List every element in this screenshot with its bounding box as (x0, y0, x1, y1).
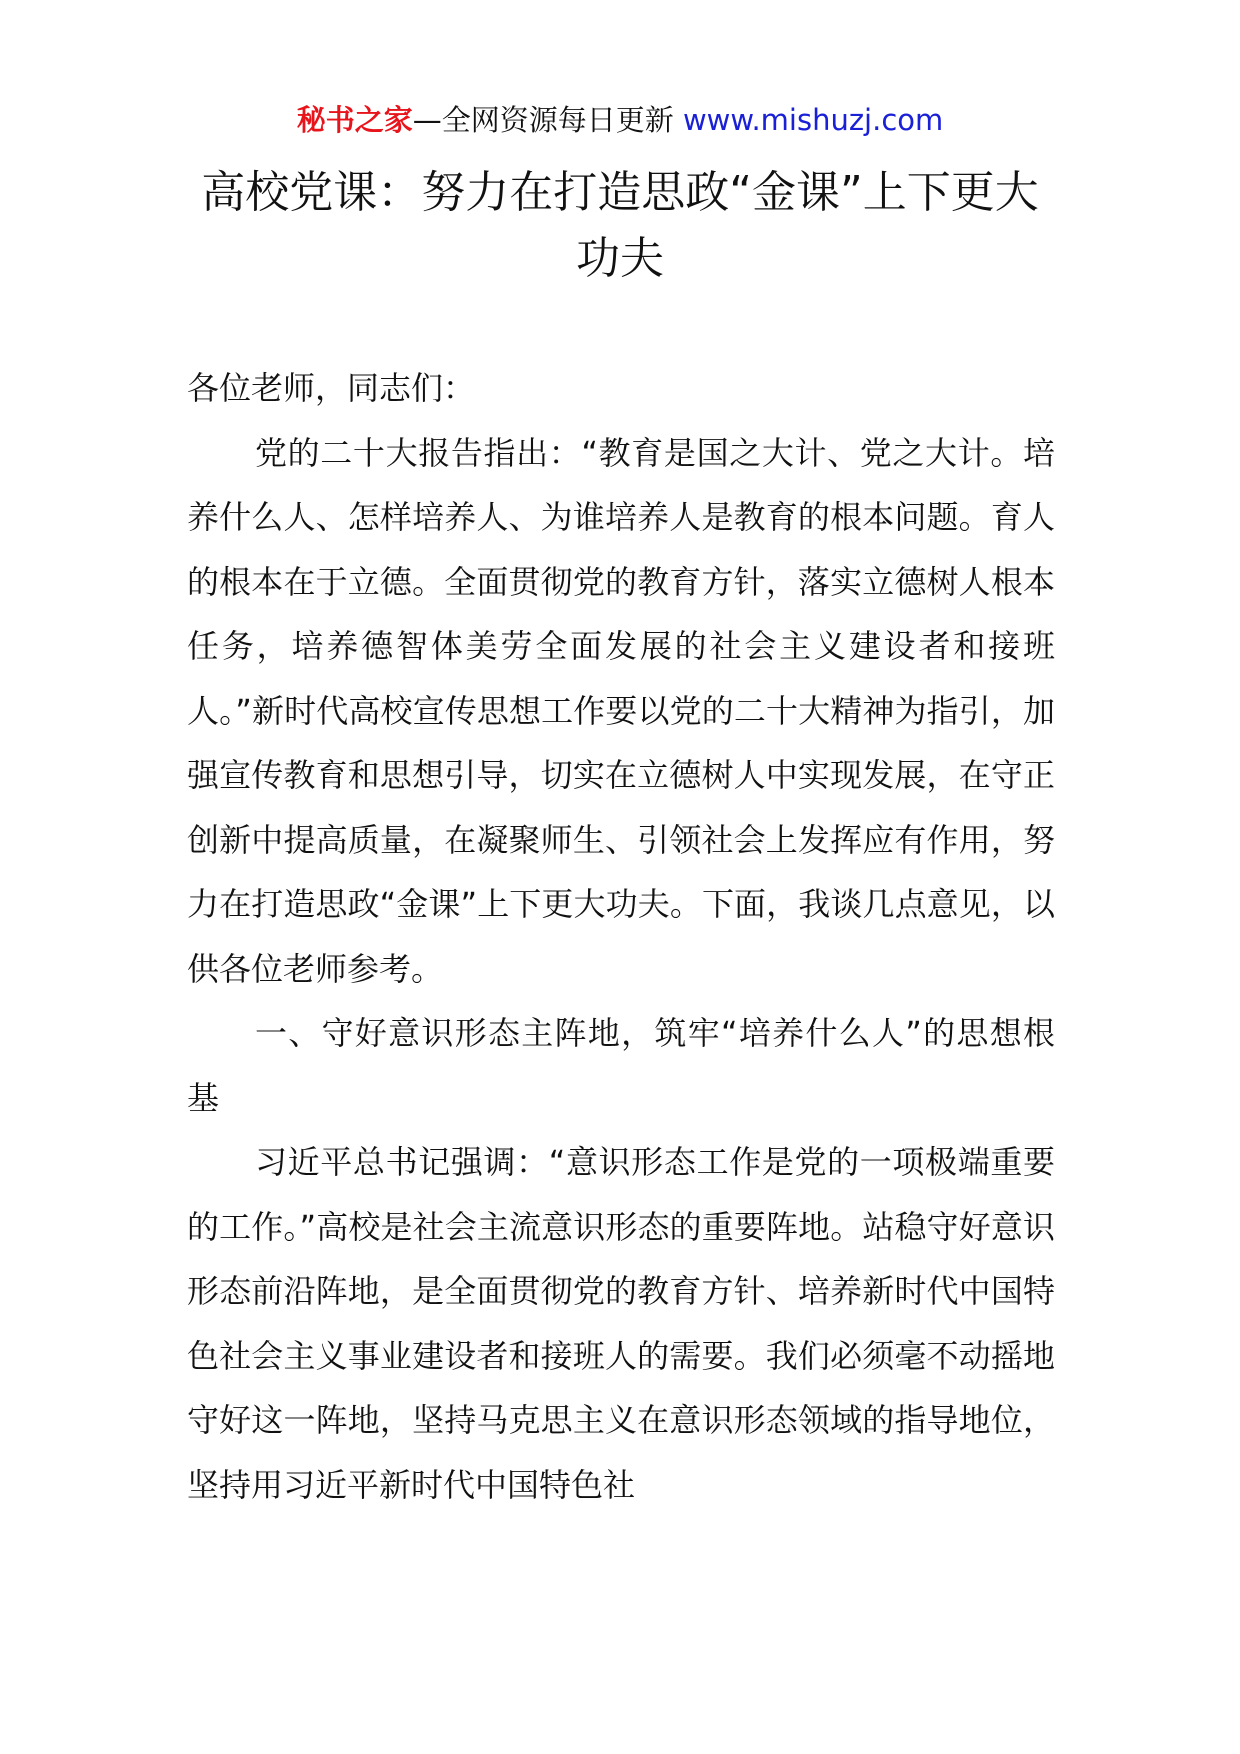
site-url[interactable]: www.mishuzj.com (682, 103, 944, 137)
section-heading: 一、守好意识形态主阵地，筑牢“培养什么人”的思想根基 (187, 1014, 1055, 1117)
salutation: 各位老师，同志们： (187, 369, 476, 407)
brand-name: 秘书之家 (296, 103, 413, 137)
site-header (0, 100, 1240, 140)
header-slogan: —全网资源每日更新 (412, 103, 683, 137)
paragraph: 党的二十大报告指出：“教育是国之大计、党之大计。培养什么人、怎样培养人、为谁培养人是教育的根本问题。育人的根本在于立德。全面贯彻党的教育方针，落实立德树人根本任务，培养德智体美劳全面发展的社会主义建设者和接班人。”新时代高校宣传思想工作要以党的二十大精神为指引，加强宣传教育和思想引导，切实在立德树人中实现发展，在守正创新中提高质量，在凝聚师生、引领社会上发挥应有作用，努力在打造思政“金课”上下更大功夫。下面，我谈几点意见，以供各位老师参考。 (187, 433, 1055, 988)
document-body (187, 356, 1055, 1517)
document-title: 高校党课：努力在打造思政“金课”上下更大功夫 (201, 167, 1039, 284)
paragraph: 习近平总书记强调：“意识形态工作是党的一项极端重要的工作。”高校是社会主流意识形态的重要阵地。站稳守好意识形态前沿阵地，是全面贯彻党的教育方针、培养新时代中国特色社会主义事业建设者和接班人的需要。我们必须毫不动摇地守好这一阵地，坚持马克思主义在意识形态领域的指导地位，坚持用习近平新时代中国特色社 (187, 1143, 1055, 1504)
